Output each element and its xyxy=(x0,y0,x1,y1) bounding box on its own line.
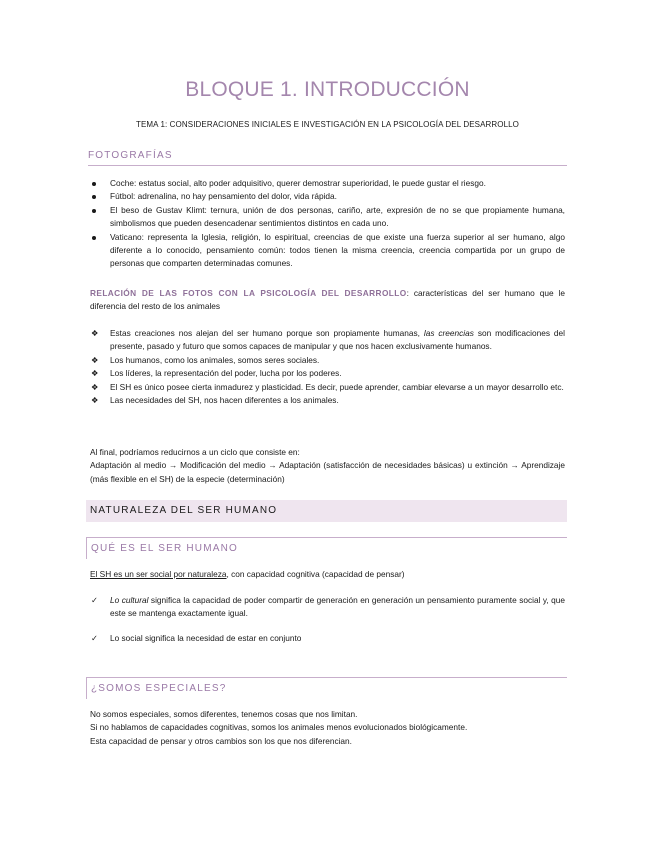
relacion-list xyxy=(90,327,565,407)
list-item-text-after: son modificaciones del presente, pasado y futuro que somos capaces de manipular y que nos hacen exclusivamente humanos. xyxy=(110,328,566,352)
bullet-icon xyxy=(92,182,96,186)
list-item-italic: las creencias xyxy=(423,328,474,338)
ciclo-step: Adaptación (satisfacción de necesidades básicas) u extinción xyxy=(276,460,511,471)
ciclo-sequence xyxy=(90,459,565,486)
section-heading-especiales: ¿SOMOS ESPECIALES? xyxy=(86,677,567,699)
check-icon: ✓ xyxy=(91,595,98,605)
list-item xyxy=(90,632,565,645)
page-title: BLOQUE 1. INTRODUCCIÓN xyxy=(185,78,470,101)
list-item-text: Los humanos, como los animales, somos seres sociales. xyxy=(110,354,320,365)
especiales-line: No somos especiales, somos diferentes, tenemos cosas que nos limitan. xyxy=(90,709,358,719)
list-item-text: Coche: estatus social, alto poder adquisitivo, querer demostrar superioridad, le puede gustar el riesgo. xyxy=(110,178,486,188)
list-item-text: Estas creaciones nos alejan del ser humano porque son propiamente humanas, xyxy=(110,328,424,338)
relacion-list-block xyxy=(90,327,565,407)
section-heading-naturaleza: NATURALEZA DEL SER HUMANO xyxy=(86,500,567,522)
list-item xyxy=(90,394,565,407)
list-item xyxy=(90,354,565,367)
que-es-intro xyxy=(90,568,565,581)
diamond-bullet-icon: ❖ xyxy=(91,381,99,392)
que-es-underlined: El SH es un ser social por naturaleza xyxy=(90,569,227,579)
list-item xyxy=(90,177,565,190)
list-item-text: El beso de Gustav Klimt: ternura, unión de dos personas, cariño, arte, expresión de no se que propiamente humana, simbolismos que pueden desencadenar sentimientos distintos en cada uno. xyxy=(110,204,565,229)
list-item-text: Los líderes, la representación del poder, lucha por los poderes. xyxy=(110,368,342,379)
especiales-line: Si no hablamos de capacidades cognitivas, somos los animales menos evolucionados biológicamente. xyxy=(90,722,468,733)
list-item xyxy=(90,204,565,231)
ciclo-step: Modificación del medio xyxy=(177,460,269,471)
list-item xyxy=(90,190,565,203)
list-item xyxy=(90,231,565,271)
list-item-text: Las necesidades del SH, nos hacen diferentes a los animales. xyxy=(110,395,339,406)
especiales-paragraph xyxy=(90,708,565,748)
que-es-rest: , con capacidad cognitiva (capacidad de pensar) xyxy=(226,569,405,579)
list-item-text: Lo social significa la necesidad de estar en conjunto xyxy=(110,632,302,643)
bullet-icon xyxy=(92,195,96,199)
ciclo-step: Adaptación al medio xyxy=(90,460,170,471)
list-item-text: Vaticano: representa la Iglesia, religión, lo espiritual, creencias de que existe una fuerza superior al ser humano, algo diferente a lo conocido, pensamiento común: todos tienen la misma creencia, creencia compartida por un grupo de personas que comparten determinadas comunes. xyxy=(110,231,565,269)
bullet-icon xyxy=(92,236,96,240)
list-item xyxy=(90,381,565,394)
diamond-bullet-icon: ❖ xyxy=(91,368,99,379)
bullet-icon xyxy=(92,209,96,213)
fotografias-list-block xyxy=(90,177,565,271)
diamond-bullet-icon: ❖ xyxy=(91,395,99,406)
section-heading-que-es: QUÉ ES EL SER HUMANO xyxy=(86,537,567,559)
list-item-text: significa la capacidad de poder compartir de generación en generación un pensamiento puramente social y, que este se mantenga exactamente igual. xyxy=(110,595,566,619)
arrow-right-icon: → xyxy=(510,460,519,471)
ciclo-intro: Al final, podríamos reducirnos a un ciclo que consiste en: xyxy=(90,447,300,457)
list-item-italic: Lo cultural xyxy=(110,595,149,605)
heading-rule xyxy=(88,165,567,166)
list-item xyxy=(90,367,565,380)
list-item xyxy=(90,327,565,354)
list-item-text: El SH es único posee cierta inmadurez y plasticidad. Es decir, puede aprender, cambiar elevarse a un mayor desarrollo etc. xyxy=(110,381,564,392)
fotografias-list xyxy=(90,177,565,271)
que-es-list xyxy=(90,594,565,645)
ciclo-paragraph xyxy=(90,446,565,486)
page-subtitle: TEMA 1: CONSIDERACIONES INICIALES E INVESTIGACIÓN EN LA PSICOLOGÍA DEL DESARROLLO xyxy=(135,120,520,129)
list-item xyxy=(90,594,565,621)
list-item-text: Fútbol: adrenalina, no hay pensamiento del dolor, vida rápida. xyxy=(110,191,337,202)
especiales-line: Esta capacidad de pensar y otros cambios son los que nos diferencian. xyxy=(90,735,352,746)
diamond-bullet-icon: ❖ xyxy=(91,328,99,338)
ciclo-step: Aprendizaje (más flexible en el SH) de la especie (determinación) xyxy=(90,460,566,484)
arrow-right-icon: → xyxy=(169,460,178,471)
section-heading-text: FOTOGRAFÍAS xyxy=(88,150,173,161)
arrow-right-icon: → xyxy=(268,460,277,471)
diamond-bullet-icon: ❖ xyxy=(91,354,99,365)
section-heading-fotografias xyxy=(88,150,567,161)
relacion-paragraph xyxy=(90,287,565,314)
que-es-list-block xyxy=(90,594,565,645)
check-icon: ✓ xyxy=(91,632,98,643)
relacion-text: : características del ser humano que le diferencia del resto de los animales xyxy=(90,288,565,312)
relacion-label: RELACIÓN DE LAS FOTOS CON LA PSICOLOGÍA DEL DESARROLLO xyxy=(90,288,407,298)
